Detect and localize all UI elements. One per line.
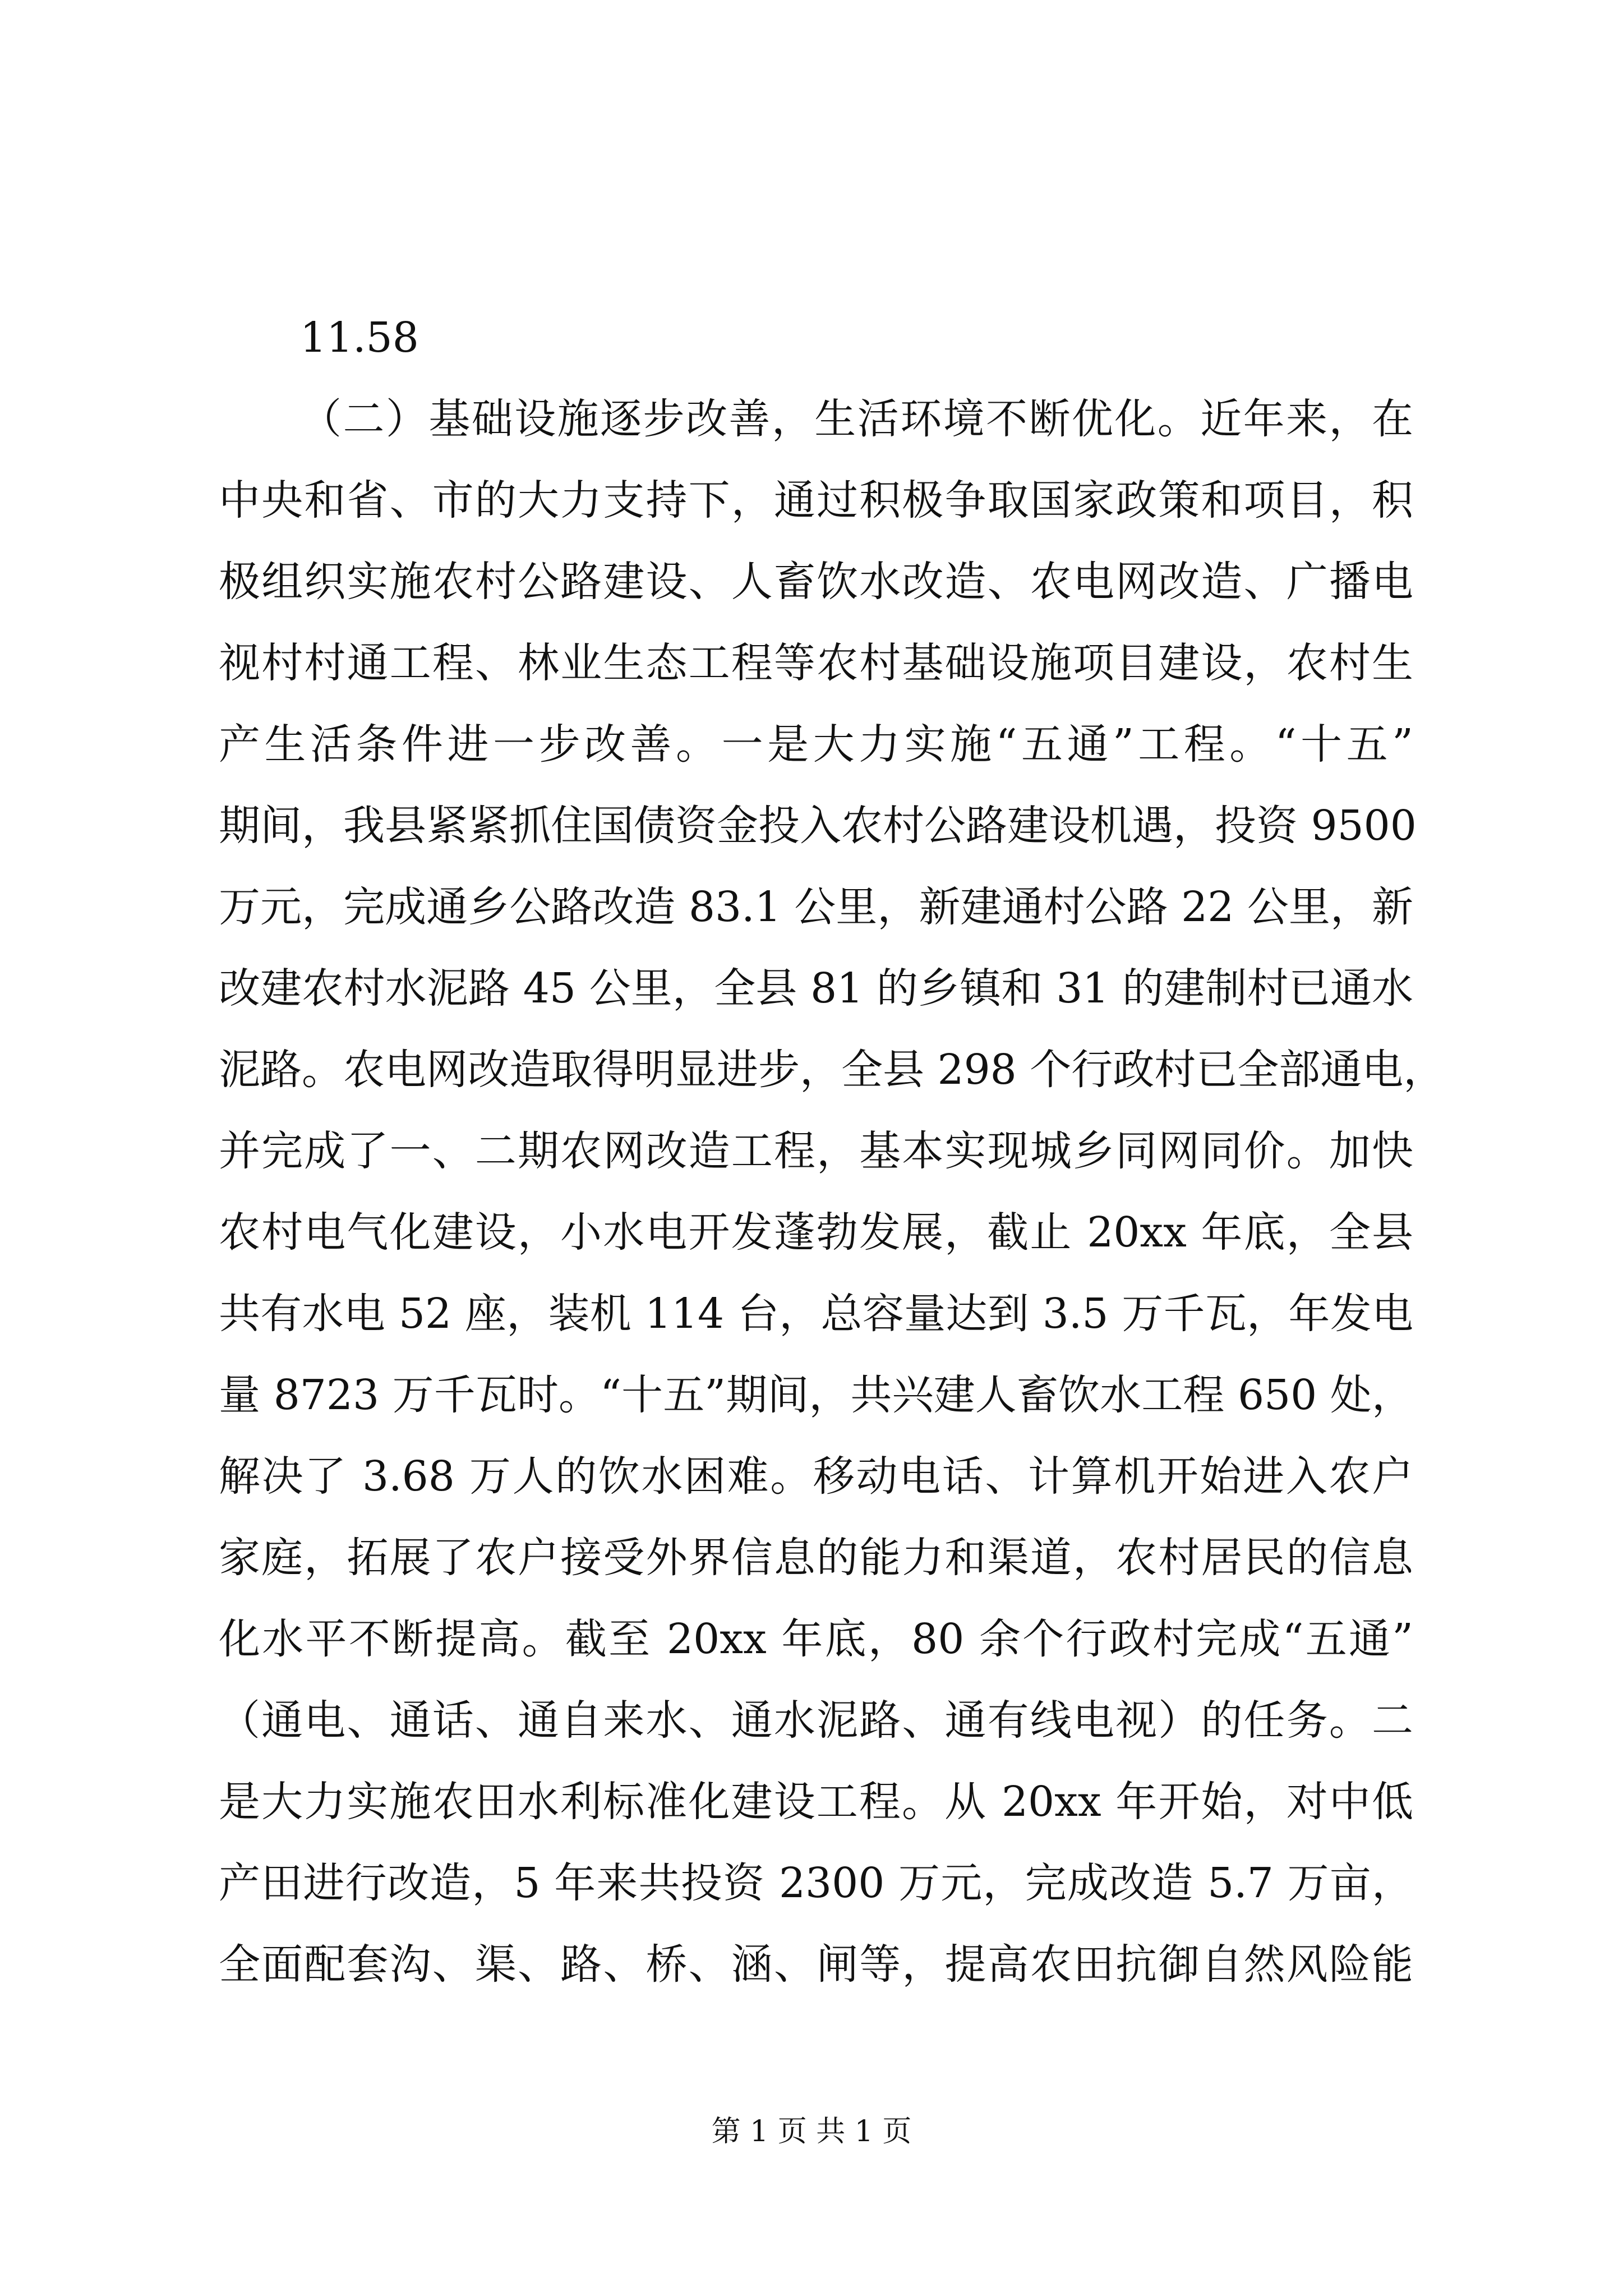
text-line-10: 泥路。农电网改造取得明显进步，全县 298 个行政村已全部通电， bbox=[219, 1046, 1445, 1094]
page-footer: 第 1 页 共 1 页 bbox=[711, 2115, 912, 2148]
text-line-11: 并完成了一、二期农网改造工程，基本实现城乡同网同价。加快 bbox=[219, 1127, 1413, 1175]
text-line-4: 极组织实施农村公路建设、人畜饮水改造、农电网改造、广播电 bbox=[219, 558, 1413, 606]
text-line-16: 家庭，拓展了农户接受外界信息的能力和渠道，农村居民的信息 bbox=[219, 1534, 1413, 1582]
text-line-14: 量 8723 万千瓦时。“十五”期间，共兴建人畜饮水工程 650 处， bbox=[219, 1371, 1413, 1419]
text-line-2: （二）基础设施逐步改善，生活环境不断优化。近年来，在 bbox=[300, 395, 1413, 443]
text-line-5: 视村村通工程、林业生态工程等农村基础设施项目建设，农村生 bbox=[219, 639, 1413, 687]
text-line-12: 农村电气化建设，小水电开发蓬勃发展，截止 20xx 年底，全县 bbox=[219, 1208, 1413, 1257]
text-line-18: （通电、通话、通自来水、通水泥路、通有线电视）的任务。二 bbox=[219, 1696, 1413, 1745]
text-line-21: 全面配套沟、渠、路、桥、涵、闸等，提高农田抗御自然风险能 bbox=[219, 1940, 1413, 1989]
text-line-17: 化水平不断提高。截至 20xx 年底，80 余个行政村完成“五通” bbox=[219, 1615, 1413, 1663]
text-line-3: 中央和省、市的大力支持下，通过积极争取国家政策和项目，积 bbox=[219, 476, 1413, 524]
text-line-13: 共有水电 52 座，装机 114 台，总容量达到 3.5 万千瓦，年发电 bbox=[219, 1290, 1413, 1338]
text-line-6: 产生活条件进一步改善。一是大力实施“五通”工程。“十五” bbox=[219, 720, 1413, 769]
text-line-15: 解决了 3.68 万人的饮水困难。移动电话、计算机开始进入农户 bbox=[219, 1452, 1413, 1501]
text-line-9: 改建农村水泥路 45 公里，全县 81 的乡镇和 31 的建制村已通水 bbox=[219, 964, 1413, 1013]
text-line-8: 万元，完成通乡公路改造 83.1 公里，新建通村公路 22 公里，新 bbox=[219, 883, 1413, 931]
text-line-20: 产田进行改造，5 年来共投资 2300 万元，完成改造 5.7 万亩， bbox=[219, 1859, 1413, 1907]
text-line-19: 是大力实施农田水利标准化建设工程。从 20xx 年开始，对中低 bbox=[219, 1778, 1413, 1826]
text-line-1: 11.58 bbox=[300, 314, 419, 362]
text-line-7: 期间，我县紧紧抓住国债资金投入农村公路建设机遇，投资 9500 bbox=[219, 802, 1417, 850]
